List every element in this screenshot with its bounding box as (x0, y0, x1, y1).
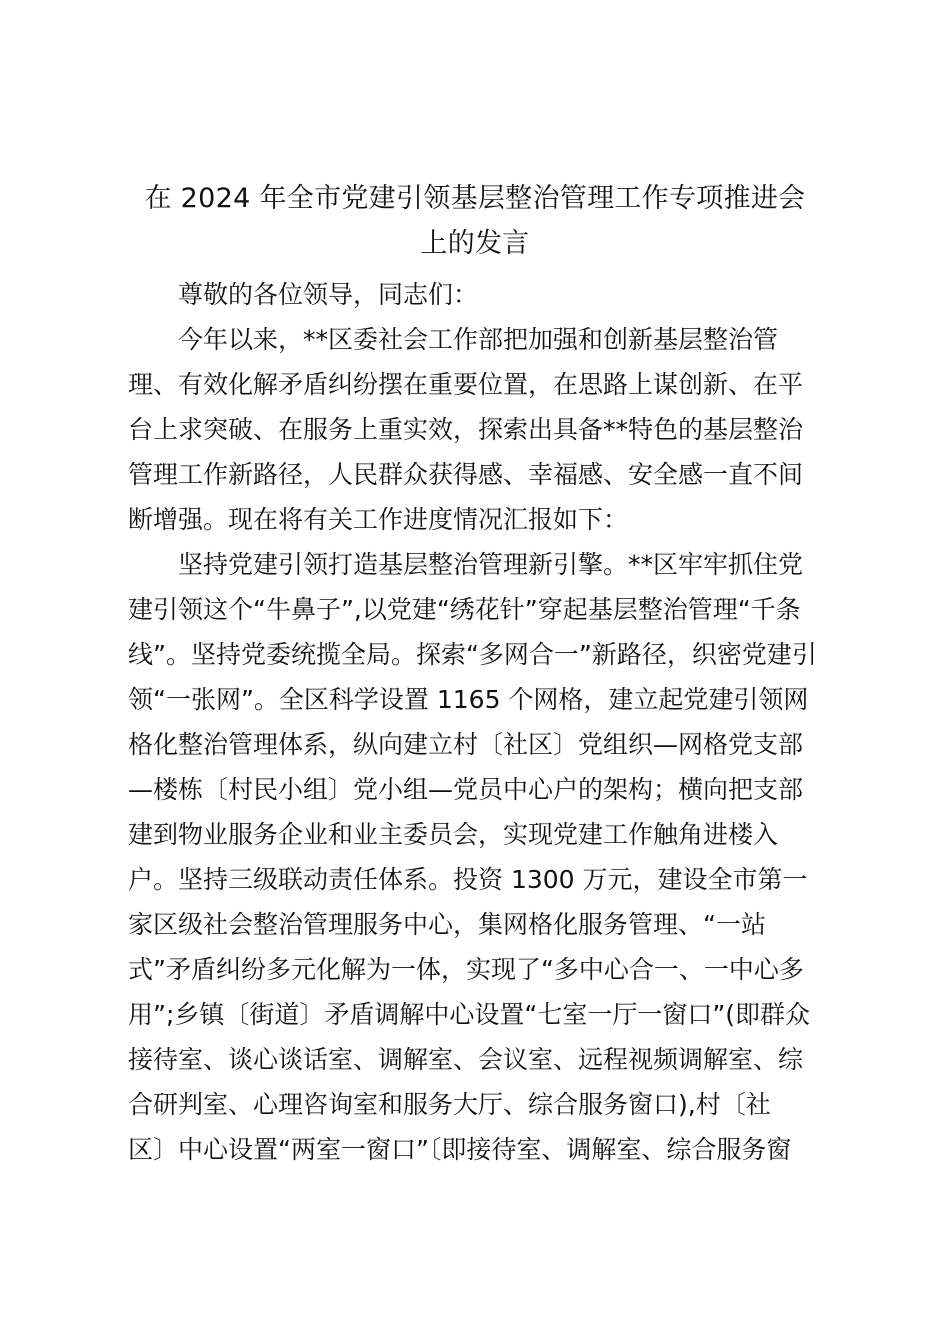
paragraph-1-line-5: 断增强。现在将有关工作进度情况汇报如下： (128, 505, 629, 534)
paragraph-2-line-7: 建到物业服务企业和业主委员会，实现党建工作触角进楼入 (128, 820, 779, 849)
paragraph-2-line-14: 区〕中心设置“两室一窗口”〔即接待室、调解室、综合服务窗 (128, 1135, 792, 1164)
title-line-2: 上的发言 (420, 228, 530, 259)
paragraph-1-line-1: 今年以来，**区委社会工作部把加强和创新基层整治管 (178, 325, 779, 354)
paragraph-2-line-9: 家区级社会整治管理服务中心，集网格化服务管理、“一站 (128, 910, 766, 939)
paragraph-2-line-1: 坚持党建引领打造基层整治管理新引擎。**区牢牢抓住党 (178, 550, 804, 579)
paragraph-2-line-4: 领“一张网”。全区科学设置 1165 个网格，建立起党建引领网 (128, 685, 809, 714)
paragraph-2-line-3: 线”。坚持党委统揽全局。探索“多网合一”新路径，织密党建引 (128, 640, 817, 669)
paragraph-2-line-13: 合研判室、心理咨询室和服务大厅、综合服务窗口),村〔社 (128, 1090, 771, 1119)
paragraph-2-line-10: 式”矛盾纠纷多元化解为一体，实现了“多中心合一、一中心多 (128, 955, 804, 984)
paragraph-2-line-8: 户。坚持三级联动责任体系。投资 1300 万元，建设全市第一 (128, 865, 808, 894)
title-line-1: 在 2024 年全市党建引领基层整治管理工作专项推进会 (144, 183, 806, 214)
document-body (128, 272, 828, 1172)
paragraph-2-line-2: 建引领这个“牛鼻子”,以党建“绣花针”穿起基层整治管理“千条 (128, 595, 801, 624)
paragraph-2-line-11: 用”;乡镇〔街道〕矛盾调解中心设置“七室一厅一窗口”(即群众 (128, 1000, 811, 1029)
salutation-line: 尊敬的各位领导，同志们： (178, 280, 479, 309)
paragraph-1-line-2: 理、有效化解矛盾纠纷摆在重要位置，在思路上谋创新、在平 (128, 370, 804, 399)
paragraph-1-line-3: 台上求突破、在服务上重实效，探索出具备**特色的基层整治 (128, 415, 804, 444)
paragraph-2-line-5: 格化整治管理体系，纵向建立村〔社区〕党组织—网格党支部 (128, 730, 804, 759)
paragraph-2-line-12: 接待室、谈心谈话室、调解室、会议室、远程视频调解室、综 (128, 1045, 804, 1074)
document-title (120, 176, 830, 266)
paragraph-1-line-4: 管理工作新路径，人民群众获得感、幸福感、安全感一直不间 (128, 460, 804, 489)
paragraph-2-line-6: —楼栋〔村民小组〕党小组—党员中心户的架构；横向把支部 (128, 775, 804, 804)
